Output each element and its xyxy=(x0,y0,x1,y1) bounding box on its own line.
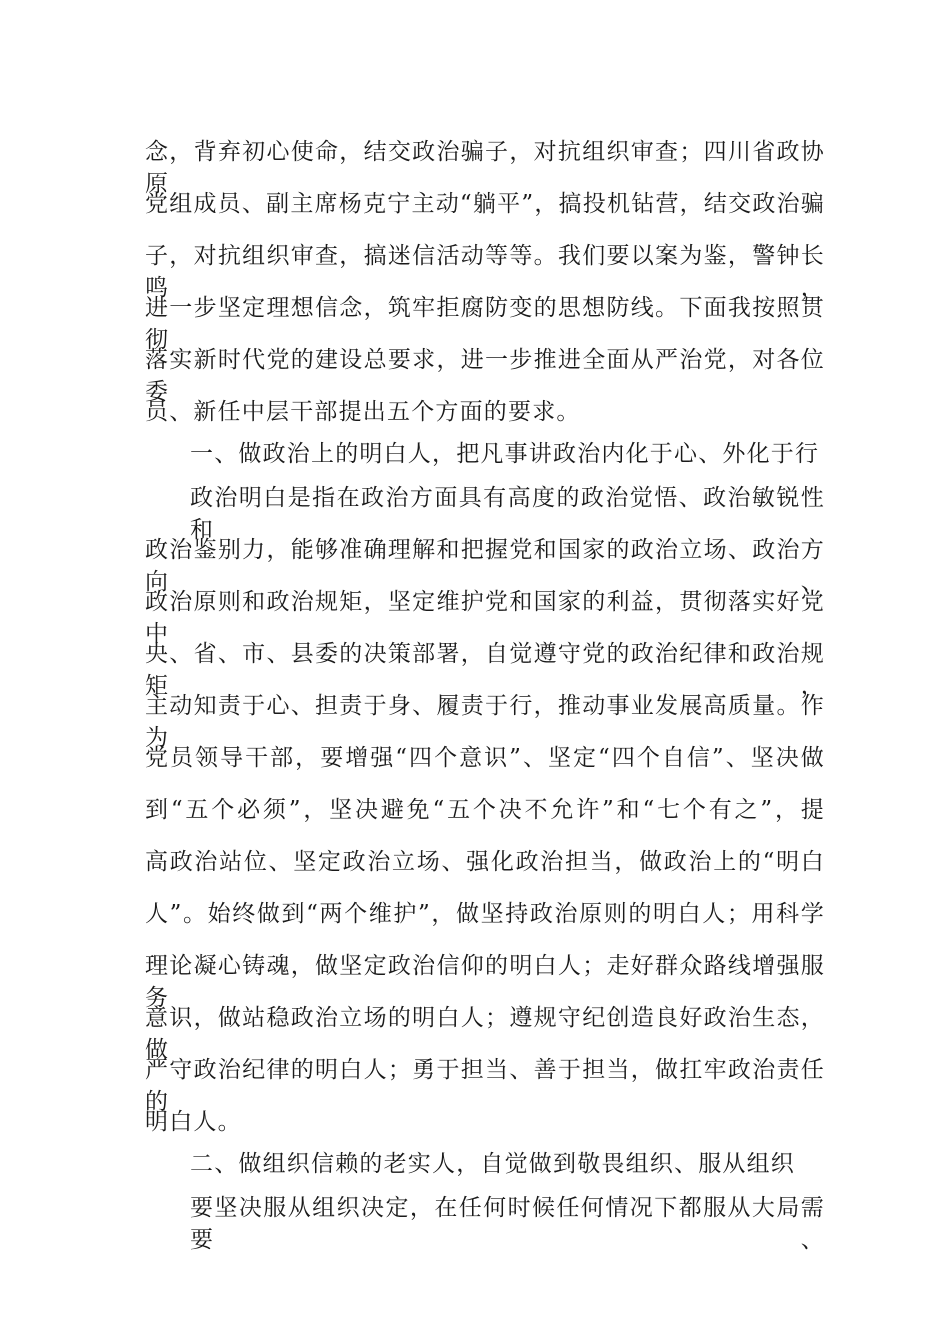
section-heading-1: 一、做政治上的明白人，把凡事讲政治内化于心、外化于行 xyxy=(190,441,820,467)
body-text-line: 党组成员、副主席杨克宁主动“躺平”，搞投机钻营，结交政治骗 xyxy=(145,191,825,217)
body-text-line: 党员领导干部，要增强“四个意识”、坚定“四个自信”、坚决做 xyxy=(145,745,825,771)
body-text-line: 子，对抗组织审查，搞迷信活动等等。我们要以案为鉴，警钟长鸣， xyxy=(145,243,825,301)
body-text-line: 主动知责于心、担责于身、履责于行，推动事业发展高质量。作为 xyxy=(145,693,825,751)
body-text-line: 高政治站位、坚定政治立场、强化政治担当，做政治上的“明白 xyxy=(145,849,825,875)
body-text-line: 明白人。 xyxy=(145,1109,242,1135)
body-text-line: 政治明白是指在政治方面具有高度的政治觉悟、政治敏锐性和 xyxy=(190,485,825,543)
body-text-line: 严守政治纪律的明白人；勇于担当、善于担当，做扛牢政治责任的 xyxy=(145,1057,825,1115)
body-text-line: 人”。始终做到“两个维护”，做坚持政治原则的明白人；用科学 xyxy=(145,901,825,927)
body-text-line: 理论凝心铸魂，做坚定政治信仰的明白人；走好群众路线增强服务 xyxy=(145,953,825,1011)
body-text-line: 政治鉴别力，能够准确理解和把握党和国家的政治立场、政治方向、 xyxy=(145,537,825,595)
body-text-line: 员、新任中层干部提出五个方面的要求。 xyxy=(145,399,581,425)
section-heading-2: 二、做组织信赖的老实人，自觉做到敬畏组织、服从组织 xyxy=(190,1151,795,1177)
body-text-line: 政治原则和政治规矩，坚定维护党和国家的利益，贯彻落实好党中 xyxy=(145,589,825,647)
body-text-line: 进一步坚定理想信念，筑牢拒腐防变的思想防线。下面我按照贯彻 xyxy=(145,295,825,353)
body-text-line: 意识，做站稳政治立场的明白人；遵规守纪创造良好政治生态，做 xyxy=(145,1005,825,1063)
body-text-line: 央、省、市、县委的决策部署，自觉遵守党的政治纪律和政治规矩， xyxy=(145,641,825,699)
body-text-line: 到“五个必须”，坚决避免“五个决不允许”和“七个有之”，提 xyxy=(145,797,825,823)
body-text-line: 落实新时代党的建设总要求，进一步推进全面从严治党，对各位委 xyxy=(145,347,825,405)
body-text-line: 念，背弃初心使命，结交政治骗子，对抗组织审查；四川省政协原 xyxy=(145,139,825,197)
body-text-line: 要坚决服从组织决定，在任何时候任何情况下都服从大局需要、 xyxy=(190,1195,825,1253)
